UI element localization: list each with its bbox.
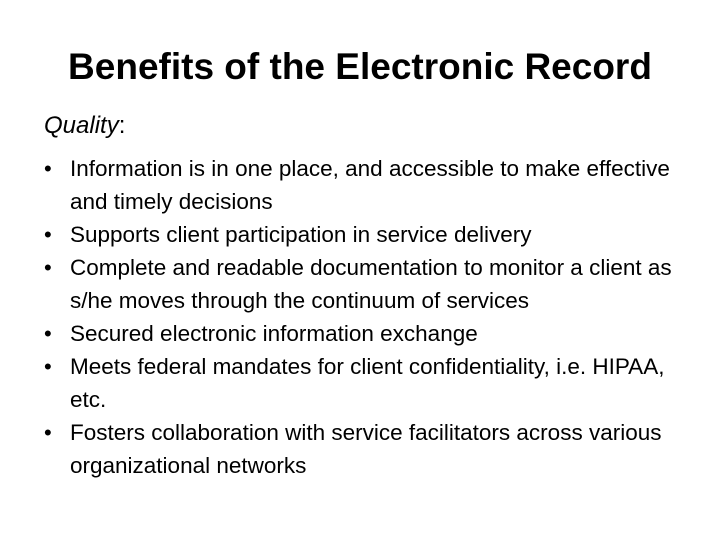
- bullet-item-collaboration: [44, 416, 694, 482]
- bullet-icon: •: [44, 156, 52, 181]
- subheading: [44, 110, 125, 142]
- subheading-label: Quality: [44, 112, 119, 139]
- bullet-item-exchange: [44, 317, 694, 350]
- bullet-text: Complete and readable documentation to monitor a client as s/he moves through the continuum of services: [70, 255, 672, 313]
- bullet-icon: •: [44, 354, 52, 379]
- bullet-item-information: [44, 152, 694, 218]
- bullet-text: Meets federal mandates for client confidentiality, i.e. HIPAA, etc.: [70, 354, 665, 412]
- bullet-icon: •: [44, 255, 52, 280]
- bullet-item-participation: [44, 218, 694, 251]
- bullet-item-mandates: [44, 350, 694, 416]
- bullet-text: Supports client participation in service delivery: [70, 222, 532, 247]
- bullet-list: [44, 152, 694, 482]
- bullet-text: Information is in one place, and accessible to make effective and timely decisions: [70, 156, 670, 214]
- bullet-item-documentation: [44, 251, 694, 317]
- bullet-icon: •: [44, 321, 52, 346]
- bullet-icon: •: [44, 222, 52, 247]
- slide-title: Benefits of the Electronic Record: [68, 46, 652, 87]
- bullet-icon: •: [44, 420, 52, 445]
- subheading-colon: :: [118, 112, 126, 139]
- bullet-text: Secured electronic information exchange: [70, 321, 478, 346]
- bullet-text: Fosters collaboration with service facilitators across various organizational networks: [70, 420, 662, 478]
